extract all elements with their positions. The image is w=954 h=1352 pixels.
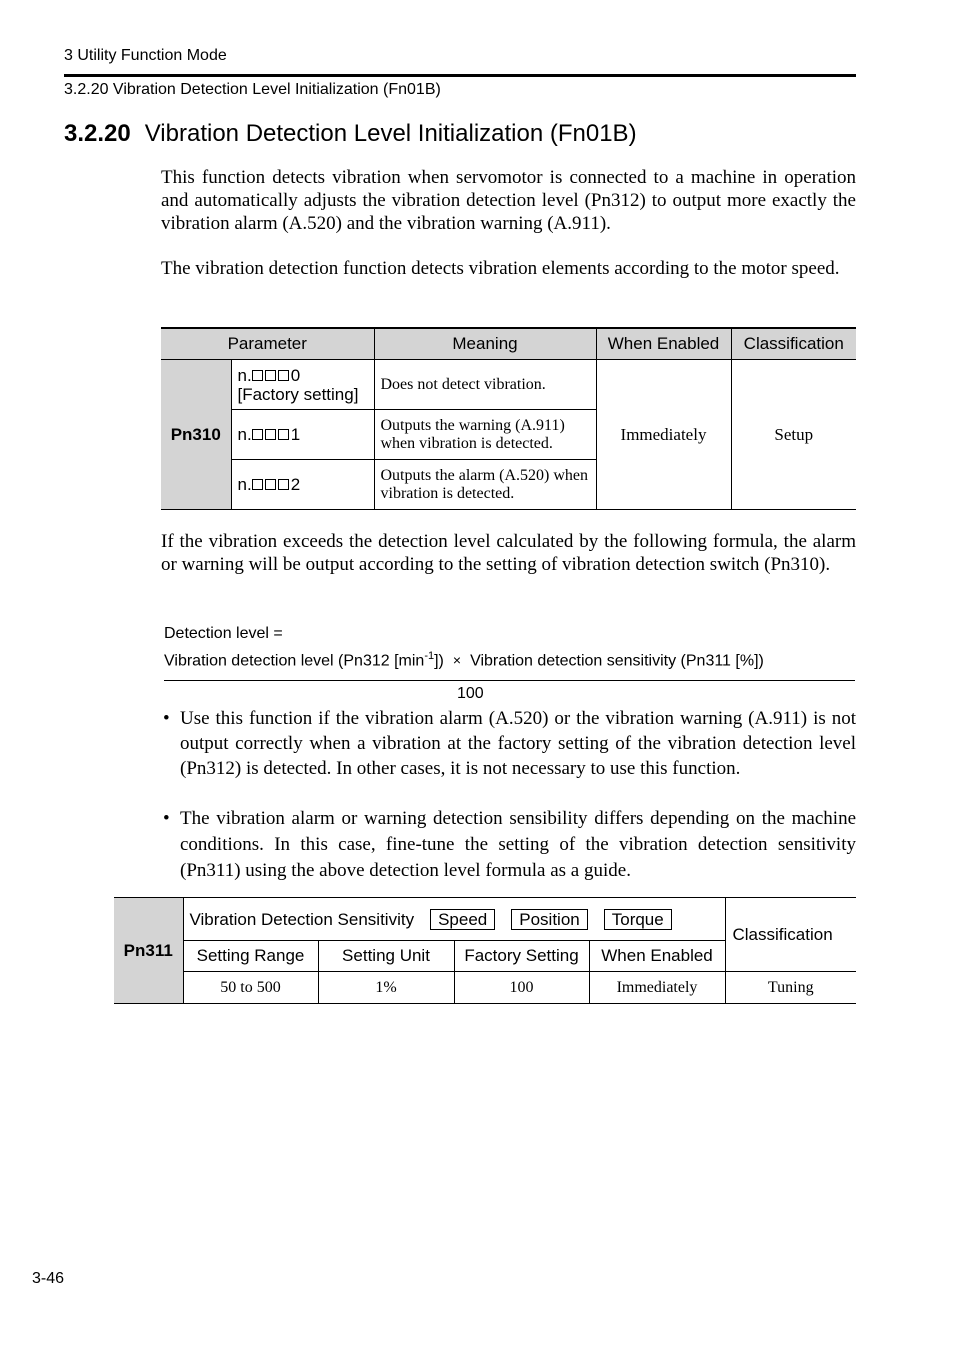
bullet-text: The vibration alarm or warning detection sensibility differs depending on the machine conditions. In this case, fine-tune the setting of the vibration detection sensitivity (Pn311) using the above detection level formula as a guide. (180, 808, 856, 881)
table-header-row (161, 328, 856, 360)
table-row (114, 972, 856, 1004)
formula-label: Detection level = (164, 625, 283, 642)
setting-value (231, 360, 374, 410)
placeholder-digit-icon (252, 370, 263, 381)
placeholder-digit-icon (265, 479, 276, 490)
classification-header: Classification (725, 898, 856, 972)
running-header-chapter: 3 Utility Function Mode (64, 47, 227, 64)
header-when-enabled: When Enabled (589, 941, 725, 972)
header-setting-unit: Setting Unit (318, 941, 454, 972)
section-heading (64, 120, 637, 148)
meaning-cell: Does not detect vibration. (374, 360, 596, 410)
factory-setting-note: [Factory setting] (237, 384, 359, 404)
parameter-number: Pn310 (161, 360, 231, 510)
when-enabled-value: Immediately (589, 972, 725, 1004)
pn311-parameter-table (114, 897, 856, 1004)
tag-position: Position (511, 909, 587, 930)
parameter-number: Pn311 (114, 898, 183, 1004)
formula-times: × (452, 652, 462, 669)
fraction-bar (164, 680, 855, 681)
list-item (161, 806, 856, 884)
header-factory-setting: Factory Setting (454, 941, 589, 972)
header-setting-range: Setting Range (183, 941, 318, 972)
placeholder-digit-icon (278, 479, 289, 490)
setting-value (231, 460, 374, 510)
header-parameter: Parameter (161, 328, 374, 360)
placeholder-digit-icon (265, 370, 276, 381)
header-rule (64, 74, 856, 77)
placeholder-digit-icon (252, 429, 263, 440)
pn310-parameter-table (161, 327, 856, 510)
placeholder-digit-icon (278, 429, 289, 440)
formula-term-level: Vibration detection level (Pn312 [min (164, 652, 425, 670)
parameter-title-text: Vibration Detection Sensitivity (189, 909, 415, 929)
formula-denominator: 100 (457, 685, 484, 702)
section-title: Vibration Detection Level Initialization (Fn01B) (144, 120, 637, 147)
value-digit: 2 (290, 475, 301, 494)
bullet-icon: • (163, 708, 170, 729)
placeholder-digit-icon (265, 429, 276, 440)
page-number: 3-46 (32, 1270, 65, 1287)
table-title-row (114, 898, 856, 941)
value-digit: 0 (290, 365, 301, 385)
section-number: 3.2.20 (64, 120, 131, 147)
bullet-icon: • (163, 808, 170, 829)
running-header-section: 3.2.20 Vibration Detection Level Initialization (Fn01B) (64, 81, 441, 98)
function-paragraph: The vibration detection function detects vibration elements according to the motor speed. (161, 258, 840, 279)
placeholder-digit-icon (278, 370, 289, 381)
value-digit: 1 (290, 425, 301, 444)
setting-range-value: 50 to 500 (183, 972, 318, 1004)
meaning-cell: Outputs the alarm (A.520) when vibration is detected. (374, 460, 596, 510)
classification-value: Tuning (725, 972, 856, 1004)
formula-intro-paragraph: If the vibration exceeds the detection level calculated by the following formula, the alarm or warning will be output according to the setting of vibration detection switch (Pn310). (161, 531, 856, 575)
bullet-text: Use this function if the vibration alarm (A.520) or the vibration warning (A.911) is not output correctly when a vibration at the factory setting of the vibration detection level (Pn312) is detected. In other cases, it is not necessary to use this function. (180, 708, 856, 779)
header-when-enabled: When Enabled (596, 328, 731, 360)
formula-term-sensitivity: Vibration detection sensitivity (Pn311 [%]) (470, 652, 764, 670)
meaning-cell: Outputs the warning (A.911) when vibration is detected. (374, 410, 596, 460)
value-prefix: n. (237, 425, 252, 444)
formula-exponent: -1 (424, 650, 435, 662)
tag-speed: Speed (430, 909, 495, 930)
intro-paragraph: This function detects vibration when servomotor is connected to a machine in operation and automatically adjusts the vibration detection level (Pn312) to output more exactly the vibration alarm (A.520) and the vibration warning (A.911). (161, 167, 856, 234)
formula-numerator (164, 650, 764, 670)
parameter-title (183, 898, 725, 941)
table-row (161, 360, 856, 410)
setting-value (231, 410, 374, 460)
when-enabled-cell: Immediately (596, 360, 731, 510)
tag-torque: Torque (604, 909, 672, 930)
value-prefix: n. (237, 475, 252, 494)
classification-cell: Setup (731, 360, 856, 510)
formula-bracket: ]) (434, 652, 444, 670)
placeholder-digit-icon (252, 479, 263, 490)
header-meaning: Meaning (374, 328, 596, 360)
factory-setting-value: 100 (454, 972, 589, 1004)
list-item (161, 706, 856, 781)
header-classification: Classification (731, 328, 856, 360)
value-prefix: n. (237, 365, 252, 385)
setting-unit-value: 1% (318, 972, 454, 1004)
